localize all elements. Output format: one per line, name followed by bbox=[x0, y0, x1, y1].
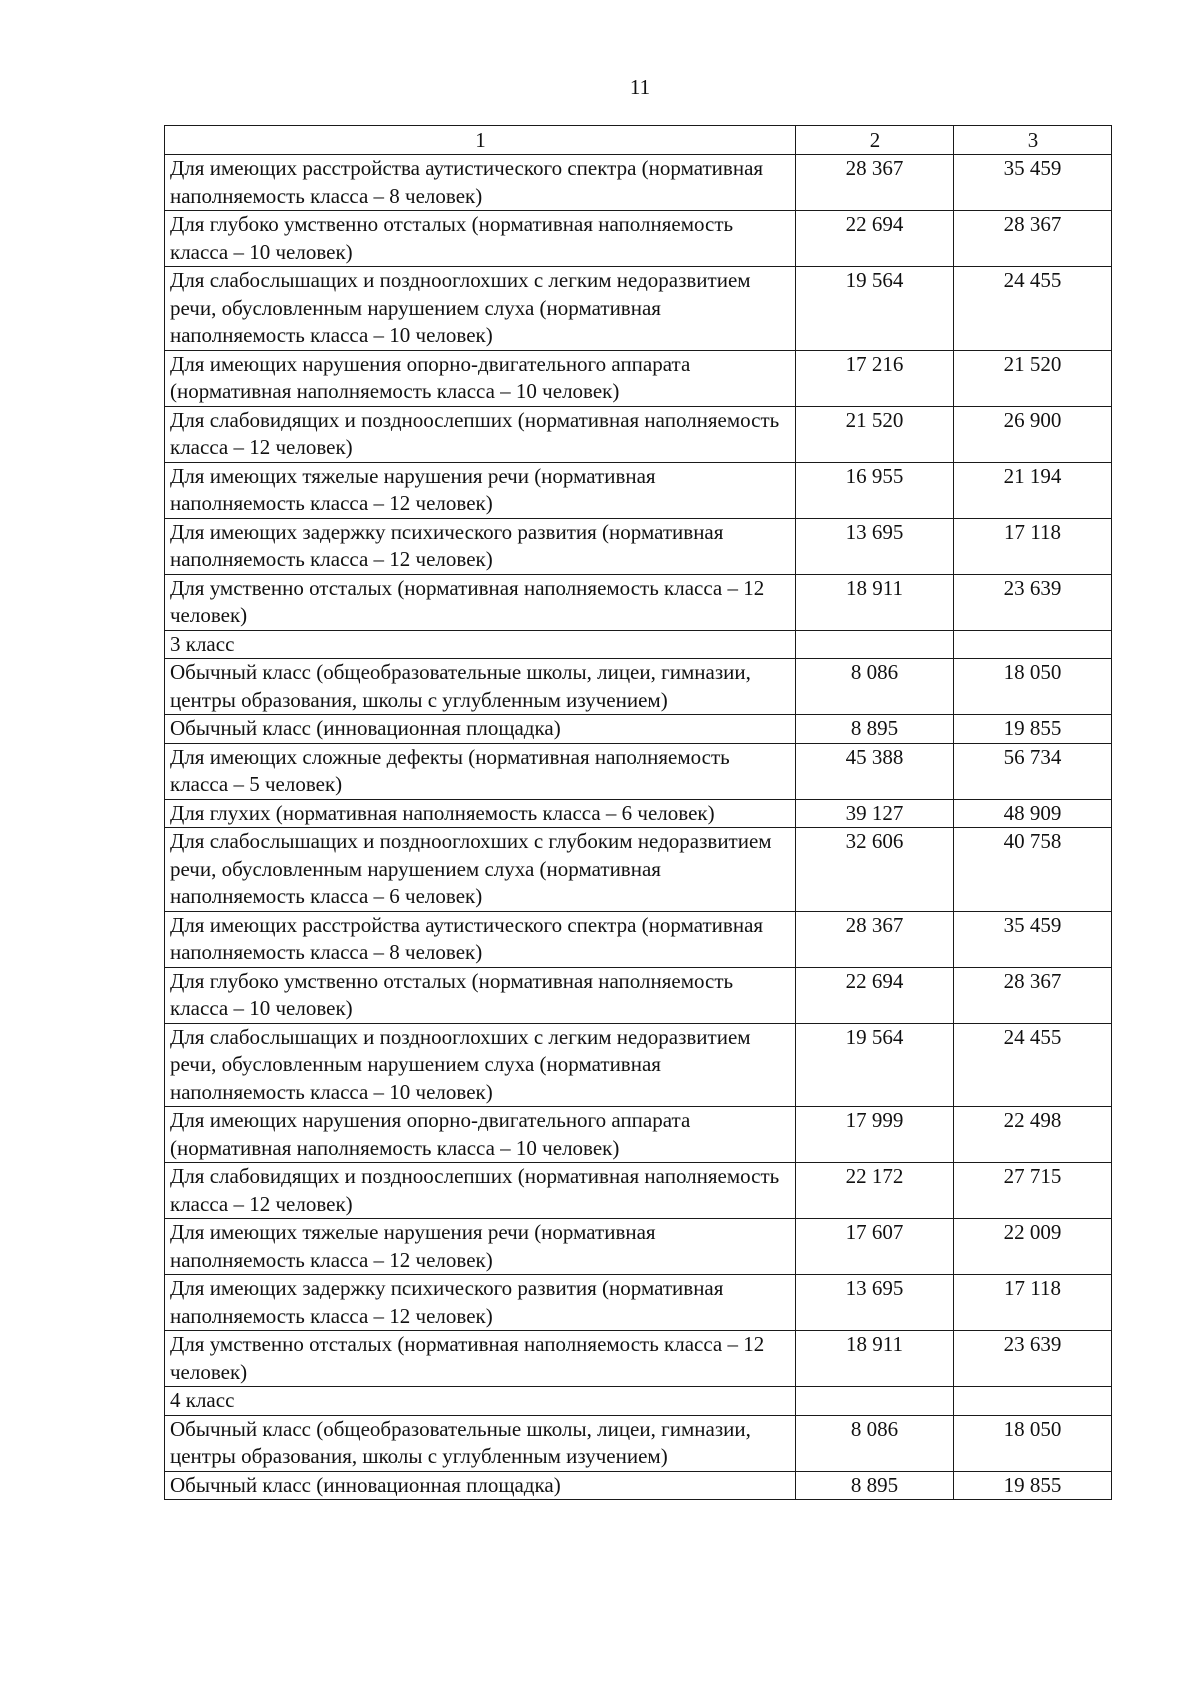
row-label: Для слабовидящих и поздноослепших (нормативная наполняемость класса – 12 человек) bbox=[165, 1163, 796, 1219]
table-row bbox=[165, 967, 1112, 1023]
row-label: Обычный класс (инновационная площадка) bbox=[165, 715, 796, 744]
row-value-col3 bbox=[954, 1387, 1112, 1416]
row-label: Для имеющих тяжелые нарушения речи (нормативная наполняемость класса – 12 человек) bbox=[165, 1219, 796, 1275]
row-value-col2: 32 606 bbox=[796, 828, 954, 912]
row-value-col2 bbox=[796, 1387, 954, 1416]
row-label: 3 класс bbox=[165, 630, 796, 659]
table-row bbox=[165, 1471, 1112, 1500]
row-value-col2: 45 388 bbox=[796, 743, 954, 799]
row-label: Для имеющих сложные дефекты (нормативная наполняемость класса – 5 человек) bbox=[165, 743, 796, 799]
row-label: Для умственно отсталых (нормативная наполняемость класса – 12 человек) bbox=[165, 1331, 796, 1387]
table-row bbox=[165, 911, 1112, 967]
row-value-col2: 21 520 bbox=[796, 406, 954, 462]
table-row bbox=[165, 267, 1112, 351]
row-value-col2: 18 911 bbox=[796, 1331, 954, 1387]
row-label: Для слабовидящих и поздноослепших (нормативная наполняемость класса – 12 человек) bbox=[165, 406, 796, 462]
row-value-col3: 22 009 bbox=[954, 1219, 1112, 1275]
row-value-col3: 21 520 bbox=[954, 350, 1112, 406]
row-value-col3: 56 734 bbox=[954, 743, 1112, 799]
row-value-col3 bbox=[954, 630, 1112, 659]
table-row bbox=[165, 799, 1112, 828]
column-header-1: 1 bbox=[165, 126, 796, 155]
row-value-col3: 28 367 bbox=[954, 211, 1112, 267]
row-value-col3: 24 455 bbox=[954, 1023, 1112, 1107]
table-row bbox=[165, 630, 1112, 659]
row-value-col2: 17 216 bbox=[796, 350, 954, 406]
row-value-col2: 8 895 bbox=[796, 715, 954, 744]
row-value-col2 bbox=[796, 630, 954, 659]
row-value-col2: 13 695 bbox=[796, 1275, 954, 1331]
row-value-col2: 17 999 bbox=[796, 1107, 954, 1163]
table-row bbox=[165, 715, 1112, 744]
row-value-col2: 19 564 bbox=[796, 1023, 954, 1107]
row-label: Для слабослышащих и позднооглохших с легким недоразвитием речи, обусловленным нарушением слуха (нормативная наполняемость класса – 10 человек) bbox=[165, 267, 796, 351]
row-value-col3: 21 194 bbox=[954, 462, 1112, 518]
row-value-col3: 27 715 bbox=[954, 1163, 1112, 1219]
row-value-col2: 19 564 bbox=[796, 267, 954, 351]
row-label: Для имеющих задержку психического развития (нормативная наполняемость класса – 12 человек) bbox=[165, 1275, 796, 1331]
row-label: Обычный класс (общеобразовательные школы, лицеи, гимназии, центры образования, школы с углубленным изучением) bbox=[165, 659, 796, 715]
row-value-col2: 28 367 bbox=[796, 155, 954, 211]
table-header bbox=[165, 126, 1112, 155]
row-label: Для глубоко умственно отсталых (нормативная наполняемость класса – 10 человек) bbox=[165, 967, 796, 1023]
row-label: Для имеющих задержку психического развития (нормативная наполняемость класса – 12 человек) bbox=[165, 518, 796, 574]
table-row bbox=[165, 828, 1112, 912]
row-value-col3: 17 118 bbox=[954, 518, 1112, 574]
row-value-col2: 8 895 bbox=[796, 1471, 954, 1500]
table-row bbox=[165, 1387, 1112, 1416]
row-value-col3: 23 639 bbox=[954, 574, 1112, 630]
row-value-col3: 24 455 bbox=[954, 267, 1112, 351]
page-number: 11 bbox=[629, 75, 651, 99]
row-value-col2: 28 367 bbox=[796, 911, 954, 967]
table-row bbox=[165, 1219, 1112, 1275]
row-value-col3: 26 900 bbox=[954, 406, 1112, 462]
row-value-col2: 18 911 bbox=[796, 574, 954, 630]
row-label: Для глубоко умственно отсталых (нормативная наполняемость класса – 10 человек) bbox=[165, 211, 796, 267]
table-row bbox=[165, 462, 1112, 518]
row-value-col3: 22 498 bbox=[954, 1107, 1112, 1163]
row-value-col2: 8 086 bbox=[796, 1415, 954, 1471]
table-row bbox=[165, 155, 1112, 211]
table-row bbox=[165, 1415, 1112, 1471]
table-row bbox=[165, 1275, 1112, 1331]
row-label: Обычный класс (инновационная площадка) bbox=[165, 1471, 796, 1500]
row-value-col3: 28 367 bbox=[954, 967, 1112, 1023]
row-label: Для слабослышащих и позднооглохших с легким недоразвитием речи, обусловленным нарушением слуха (нормативная наполняемость класса – 10 человек) bbox=[165, 1023, 796, 1107]
table-row bbox=[165, 574, 1112, 630]
row-value-col3: 35 459 bbox=[954, 155, 1112, 211]
row-label: 4 класс bbox=[165, 1387, 796, 1416]
row-value-col2: 39 127 bbox=[796, 799, 954, 828]
table-row bbox=[165, 743, 1112, 799]
table-row bbox=[165, 518, 1112, 574]
row-value-col3: 35 459 bbox=[954, 911, 1112, 967]
row-label: Для имеющих нарушения опорно-двигательного аппарата (нормативная наполняемость класса – 10 человек) bbox=[165, 1107, 796, 1163]
table-row bbox=[165, 659, 1112, 715]
table-row bbox=[165, 1023, 1112, 1107]
table-row bbox=[165, 350, 1112, 406]
row-label: Обычный класс (общеобразовательные школы, лицеи, гимназии, центры образования, школы с углубленным изучением) bbox=[165, 1415, 796, 1471]
table-row bbox=[165, 406, 1112, 462]
row-value-col3: 18 050 bbox=[954, 1415, 1112, 1471]
row-value-col3: 17 118 bbox=[954, 1275, 1112, 1331]
table-row bbox=[165, 211, 1112, 267]
row-label: Для слабослышащих и позднооглохших с глубоким недоразвитием речи, обусловленным нарушением слуха (нормативная наполняемость класса – 6 человек) bbox=[165, 828, 796, 912]
row-value-col3: 40 758 bbox=[954, 828, 1112, 912]
row-value-col2: 17 607 bbox=[796, 1219, 954, 1275]
table-row bbox=[165, 1163, 1112, 1219]
row-value-col2: 13 695 bbox=[796, 518, 954, 574]
row-value-col2: 16 955 bbox=[796, 462, 954, 518]
row-value-col3: 18 050 bbox=[954, 659, 1112, 715]
row-label: Для имеющих расстройства аутистического спектра (нормативная наполняемость класса – 8 человек) bbox=[165, 155, 796, 211]
column-header-3: 3 bbox=[954, 126, 1112, 155]
row-value-col3: 19 855 bbox=[954, 1471, 1112, 1500]
row-label: Для имеющих тяжелые нарушения речи (нормативная наполняемость класса – 12 человек) bbox=[165, 462, 796, 518]
row-label: Для имеющих расстройства аутистического спектра (нормативная наполняемость класса – 8 человек) bbox=[165, 911, 796, 967]
row-value-col3: 23 639 bbox=[954, 1331, 1112, 1387]
row-value-col2: 8 086 bbox=[796, 659, 954, 715]
cost-table bbox=[164, 125, 1112, 1500]
row-value-col2: 22 172 bbox=[796, 1163, 954, 1219]
column-header-2: 2 bbox=[796, 126, 954, 155]
row-label: Для умственно отсталых (нормативная наполняемость класса – 12 человек) bbox=[165, 574, 796, 630]
row-label: Для глухих (нормативная наполняемость класса – 6 человек) bbox=[165, 799, 796, 828]
row-label: Для имеющих нарушения опорно-двигательного аппарата (нормативная наполняемость класса – 10 человек) bbox=[165, 350, 796, 406]
row-value-col2: 22 694 bbox=[796, 211, 954, 267]
row-value-col3: 19 855 bbox=[954, 715, 1112, 744]
table-body bbox=[165, 155, 1112, 1500]
table-row bbox=[165, 1331, 1112, 1387]
row-value-col2: 22 694 bbox=[796, 967, 954, 1023]
table-row bbox=[165, 1107, 1112, 1163]
header-row bbox=[165, 126, 1112, 155]
row-value-col3: 48 909 bbox=[954, 799, 1112, 828]
